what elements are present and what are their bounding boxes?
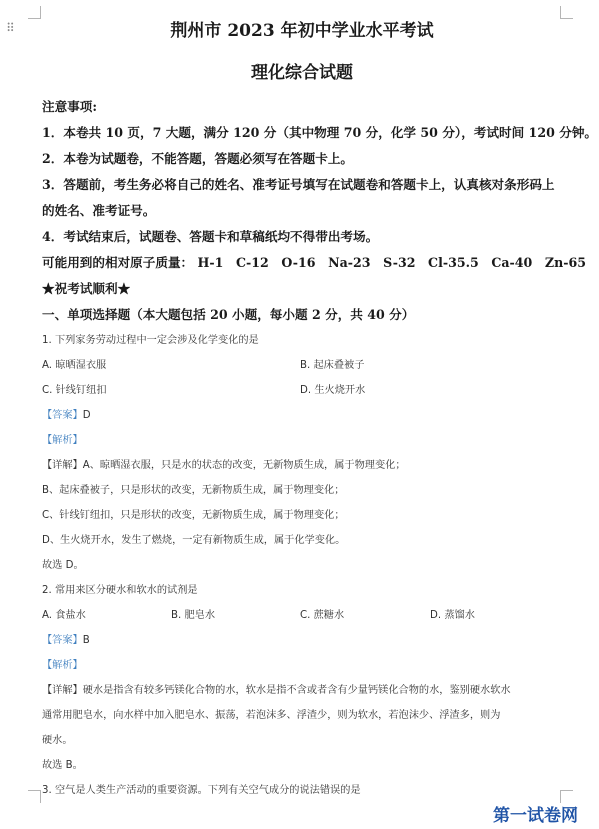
detail-text: A、晾晒湿衣服，只是水的状态的改变，无新物质生成，属于物理变化；: [82, 460, 406, 471]
option-d: D. 蒸馏水: [430, 610, 475, 621]
answer-line: [42, 628, 562, 653]
detail-text: D、生火烧开水，发生了燃烧，一定有新物质生成，属于化学变化。: [42, 535, 346, 546]
note-item: 的姓名、准考证号。: [42, 203, 156, 218]
page-corner-mark: [28, 6, 41, 19]
detail-text: 通常用肥皂水，向水样中加入肥皂水、振荡，若泡沫多、浮渣少，则为软水，若泡沫少、浮渣多，则为: [42, 710, 501, 721]
option-row: [42, 378, 562, 403]
answer-tag: 【答案】: [42, 635, 83, 646]
detail-text: B、起床叠被子，只是形状的改变，无新物质生成，属于物理变化；: [42, 485, 345, 496]
option-b: B. 起床叠被子: [300, 360, 365, 371]
option-c: C. 蔗糖水: [300, 610, 345, 621]
detail-tag: 【详解】: [42, 685, 83, 696]
option-row: [42, 353, 562, 378]
drag-handle-icon[interactable]: ⠿: [6, 21, 14, 35]
conclusion-line: 故选 B。: [42, 760, 83, 771]
option-d: D. 生火烧开水: [300, 385, 366, 396]
detail-text: 硬水。: [42, 735, 73, 746]
answer-value: B: [82, 635, 90, 646]
note-item: 1．本卷共 10 页，7 大题，满分 120 分（其中物理 70 分，化学 50 分），考试时间 120 分钟。: [42, 125, 598, 140]
option-a: A. 晾晒湿衣服: [42, 360, 107, 371]
answer-line: [42, 403, 562, 428]
note-item: 3．答题前，考生务必将自己的姓名、准考证号填写在试题卷和答题卡上，认真核对条形码上: [42, 177, 555, 192]
analysis-line: [42, 653, 562, 678]
note-item: 2．本卷为试题卷，不能答题，答题必须写在答题卡上。: [42, 151, 354, 166]
document-page: [42, 16, 598, 803]
analysis-tag: 【解析】: [42, 660, 83, 671]
section-heading: 一、单项选择题（本大题包括 20 小题，每小题 2 分，共 40 分）: [42, 307, 415, 322]
detail-line: [42, 453, 562, 478]
detail-tag: 【详解】: [42, 460, 83, 471]
detail-text: 硬水是指含有较多钙镁化合物的水，软水是指不含或者含有少量钙镁化合物的水，鉴别硬水软水: [82, 685, 511, 696]
detail-text: C、针线钉纽扣，只是形状的改变，无新物质生成，属于物理变化；: [42, 510, 345, 521]
question-stem: 2. 常用来区分硬水和软水的试剂是: [42, 585, 198, 596]
analysis-line: [42, 428, 562, 453]
site-logo: 第一试卷网: [493, 806, 578, 826]
answer-value: D: [82, 410, 91, 421]
atomic-mass-line: 可能用到的相对原子质量： H-1 C-12 O-16 Na-23 S-32 Cl-35.5 Ca-40 Zn-65: [42, 255, 586, 270]
option-row: [42, 603, 562, 628]
exam-subtitle: 理化综合试题: [251, 63, 353, 83]
exam-title: 荆州市 2023 年初中学业水平考试: [170, 21, 434, 41]
page-corner-mark: [28, 790, 41, 803]
option-a: A. 食盐水: [42, 610, 86, 621]
question-stem: 3. 空气是人类生产活动的重要资源。下列有关空气成分的说法错误的是: [42, 785, 361, 796]
option-c: C. 针线钉纽扣: [42, 385, 107, 396]
answer-tag: 【答案】: [42, 410, 83, 421]
wish-line: ★祝考试顺利★: [42, 281, 131, 296]
conclusion-line: 故选 D。: [42, 560, 84, 571]
analysis-tag: 【解析】: [42, 435, 83, 446]
detail-line: [42, 678, 562, 703]
question-stem: 1. 下列家务劳动过程中一定会涉及化学变化的是: [42, 335, 259, 346]
notes-heading: 注意事项:: [42, 99, 98, 114]
note-item: 4．考试结束后，试题卷、答题卡和草稿纸均不得带出考场。: [42, 229, 379, 244]
option-b: B. 肥皂水: [171, 610, 216, 621]
